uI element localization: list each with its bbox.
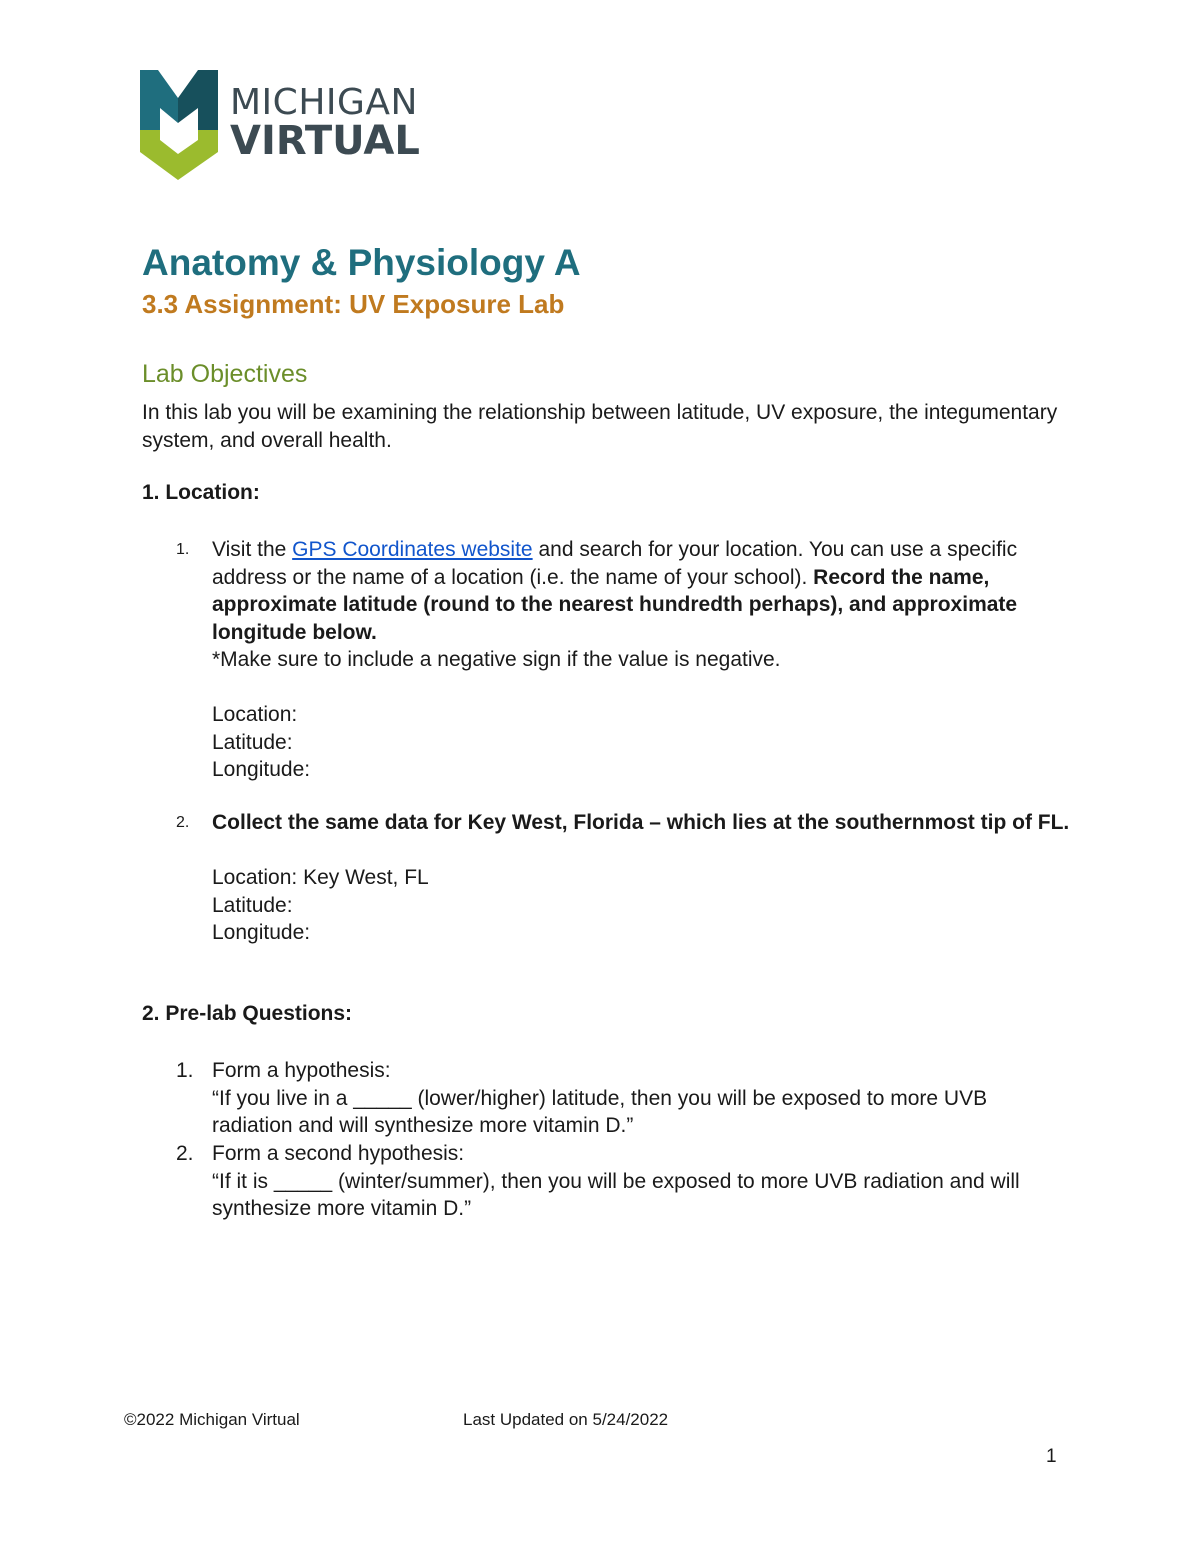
negative-sign-note: *Make sure to include a negative sign if the value is negative. <box>212 648 781 671</box>
gps-coordinates-link[interactable]: GPS Coordinates website <box>292 538 533 561</box>
second-hypothesis-label: Form a second hypothesis: <box>212 1142 465 1165</box>
list-number: 2. <box>176 1142 194 1165</box>
key-west-location: Location: Key West, FL <box>212 866 429 889</box>
location-item-2 <box>142 809 1072 947</box>
brand-line2: VIRTUAL <box>230 118 420 164</box>
logo-mark-icon <box>140 70 218 180</box>
key-west-latitude-label: Latitude: <box>212 893 293 917</box>
brand-line1: MICHIGAN <box>230 82 418 123</box>
visit-text-start: Visit the <box>212 538 293 561</box>
footer-copyright: ©2022 Michigan Virtual <box>124 1410 300 1429</box>
hypothesis-text: “If you live in a _____ (lower/higher) latitude, then you will be exposed to more UVB radiation and will synthesize more vitamin D.” <box>212 1086 988 1137</box>
prelab-question-2 <box>142 1140 1072 1223</box>
objectives-heading: Lab Objectives <box>142 360 308 388</box>
location-item-1 <box>142 536 1072 784</box>
second-hypothesis-text: “If it is _____ (winter/summer), then you will be exposed to more UVB radiation and will synthesize more vitamin D.” <box>212 1169 1020 1220</box>
location-label: Location: <box>212 703 298 726</box>
section-location-heading: 1. Location: <box>142 481 260 504</box>
key-west-instruction: Collect the same data for Key West, Florida – which lies at the southernmost tip of FL. <box>212 811 1070 834</box>
michigan-virtual-logo <box>138 68 438 184</box>
section-prelab-heading: 2. Pre-lab Questions: <box>142 1002 353 1025</box>
document-subtitle: 3.3 Assignment: UV Exposure Lab <box>142 289 565 319</box>
longitude-label: Longitude: <box>212 758 311 781</box>
list-number: 2. <box>176 814 190 831</box>
footer-last-updated: Last Updated on 5/24/2022 <box>463 1410 669 1429</box>
hypothesis-label: Form a hypothesis: <box>212 1059 391 1082</box>
visit-text-end: and search for your location. You can use a specific address or the name of a location (i.e. the name of your school). <box>212 538 1018 589</box>
list-number: 1. <box>176 541 190 558</box>
page-number: 1 <box>1046 1446 1057 1467</box>
latitude-label: Latitude: <box>212 730 293 754</box>
key-west-longitude-label: Longitude: <box>212 921 311 944</box>
objectives-text: In this lab you will be examining the relationship between latitude, UV exposure, the integumentary system, and overall health. <box>142 401 1058 452</box>
prelab-question-1 <box>142 1057 1072 1140</box>
list-number: 1. <box>176 1059 194 1082</box>
document-title: Anatomy & Physiology A <box>142 242 581 283</box>
record-instruction: Record the name, approximate latitude (round to the nearest hundredth perhaps), and approximate longitude below. <box>212 565 1018 644</box>
